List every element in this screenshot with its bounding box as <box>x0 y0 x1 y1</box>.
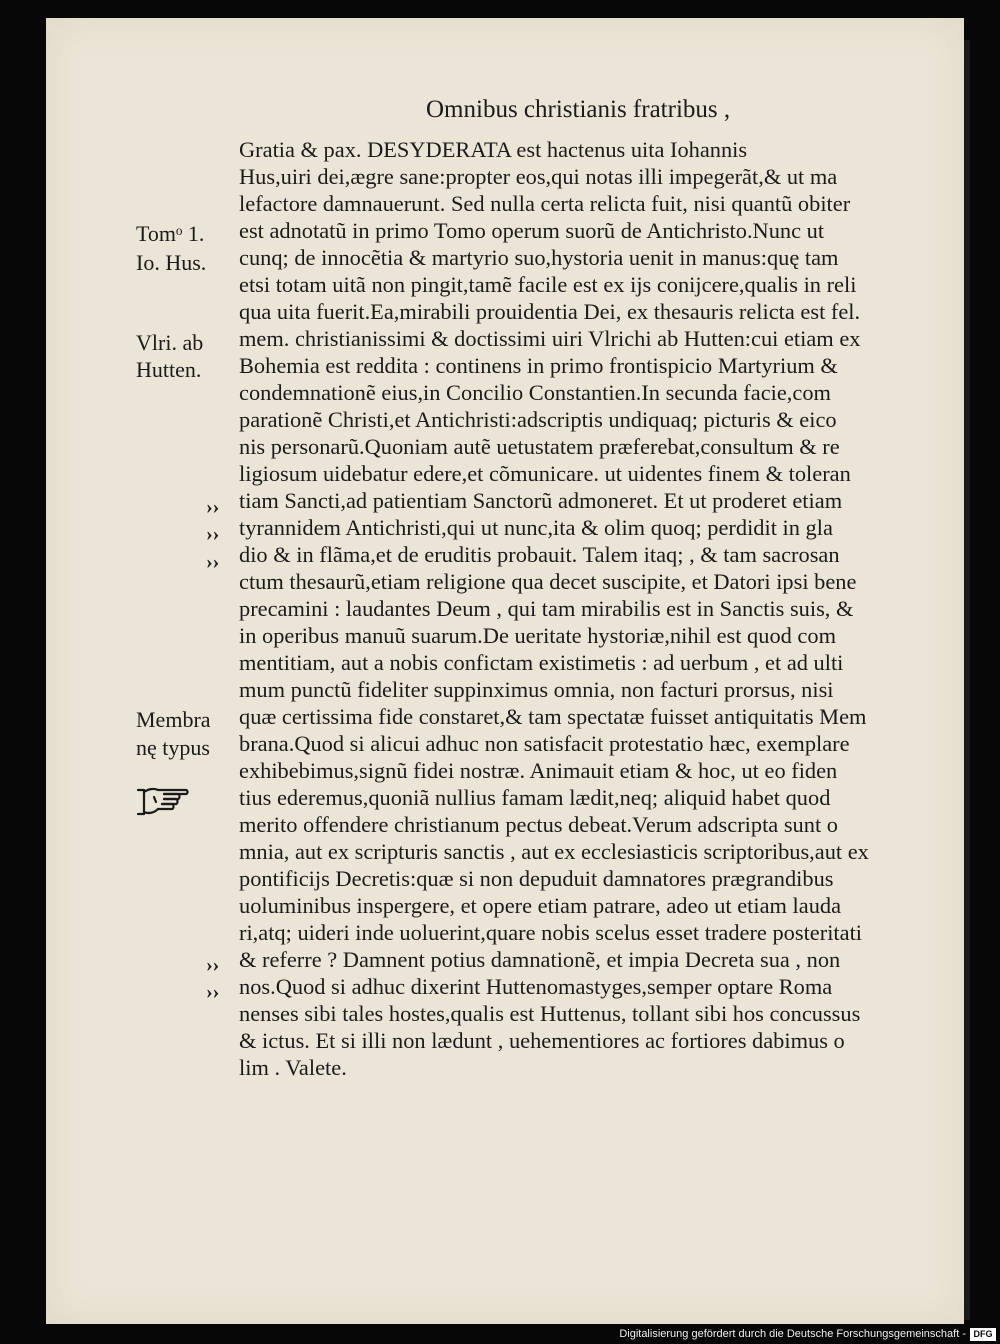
quote-mark: ›› <box>206 981 220 1003</box>
pointing-hand-icon <box>134 784 190 818</box>
quote-mark: ›› <box>206 954 220 976</box>
text-line: nenses sibi tales hostes,qualis est Huttenus, tollant sibi hos concussus <box>239 1001 861 1026</box>
text-line: etsi totam uitã non pingit,tamẽ facile est ex ijs conijcere,qualis in reli <box>239 272 857 297</box>
text-line: pontificijs Decretis:quæ si non depuduit damnatores prægrandibus <box>239 866 834 891</box>
text-line: & referre ? Damnent potius damnationẽ, et impia Decreta sua , non <box>239 947 841 972</box>
page-edge <box>964 40 970 1320</box>
text-line: merito offendere christianum pectus debeat.Verum adscripta sunt o <box>239 812 838 837</box>
text-line: nis personarũ.Quoniam autẽ uetustatem præferebat,consultum & re <box>239 434 840 459</box>
text-line: precamini : laudantes Deum , qui tam mirabilis est in Sanctis suis, & <box>239 596 854 621</box>
text-line: uoluminibus inspergere, et opere etiam patrare, adeo ut etiam lauda <box>239 893 842 918</box>
dfg-logo: DFG <box>970 1328 996 1341</box>
margin-note-membra: Membra <box>136 707 211 732</box>
margin-note-tom1: Tomᵒ 1. <box>136 221 205 246</box>
margin-note-hutten: Hutten. <box>136 357 202 382</box>
text-line: ligiosum uidebatur edere,et cõmunicare. ut uidentes finem & toleran <box>239 461 851 486</box>
text-line: mem. christianissimi & doctissimi uiri Vlrichi ab Hutten:cui etiam ex <box>239 326 861 351</box>
text-line: parationẽ Christi,et Antichristi:adscriptis undiquaq; picturis & eico <box>239 407 837 432</box>
quote-mark: ›› <box>206 523 220 545</box>
page-heading: Omnibus christianis fratribus , <box>426 96 731 123</box>
text-line: nos.Quod si adhuc dixerint Huttenomastyges,semper optare Roma <box>239 974 833 999</box>
text-line: brana.Quod si alicui adhuc non satisfacit protestatio hæc, exemplare <box>239 731 850 756</box>
text-line: Bohemia est reddita : continens in primo frontispicio Martyrium & <box>239 353 838 378</box>
footer-credit: Digitalisierung gefördert durch die Deutsche Forschungsgemeinschaft - <box>619 1328 966 1340</box>
quote-mark: ›› <box>206 496 220 518</box>
text-line: in operibus manuũ suarum.De ueritate hystoriæ,nihil est quod com <box>239 623 836 648</box>
text-line: exhibebimus,signũ fidei nostræ. Animauit etiam & hoc, ut eo fiden <box>239 758 838 783</box>
text-line: & ictus. Et si illi non lædunt , uehementiores ac fortiores dabimus o <box>239 1028 845 1053</box>
text-line: tiam Sancti,ad patientiam Sanctorũ admoneret. Et ut proderet etiam <box>239 488 843 513</box>
text-line: ctum thesaurũ,etiam religione qua decet suscipite, et Datori ipsi bene <box>239 569 857 594</box>
digitization-footer <box>0 1326 1000 1344</box>
text-line: Hus,uiri dei,ægre sane:propter eos,qui notas illi impegerãt,& ut ma <box>239 164 838 189</box>
text-line: quæ certissima fide constaret,& tam spectatæ fuisset antiquitatis Mem <box>239 704 867 729</box>
text-line: ri,atq; uideri inde uoluerint,quare nobis scelus esset tradere posteritati <box>239 920 863 945</box>
margin-note-typus: nę typus <box>136 735 210 760</box>
quote-mark: ›› <box>206 551 220 573</box>
text-line: lefactore damnauerunt. Sed nulla certa relicta fuit, nisi quantũ obiter <box>239 191 851 216</box>
text-line: mnia, aut ex scripturis sanctis , aut ex ecclesiasticis scriptoribus,aut ex <box>239 839 869 864</box>
margin-note-vlri: Vlri. ab <box>136 330 204 355</box>
text-line: mentitiam, aut a nobis confictam existimetis : ad uerbum , et ad ulti <box>239 650 844 675</box>
text-line: est adnotatũ in primo Tomo operum suorũ de Antichristo.Nunc ut <box>239 218 825 243</box>
text-line: condemnationẽ eius,in Concilio Constantien.In secunda facie,com <box>239 380 831 405</box>
text-line: lim . Valete. <box>239 1055 347 1080</box>
body-text <box>239 136 939 1081</box>
margin-note-johus: Io. Hus. <box>136 250 207 275</box>
text-line: tyrannidem Antichristi,qui ut nunc,ita & olim quoq; perdidit in gla <box>239 515 833 540</box>
text-line: tius ederemus,quoniã nullius famam lædit,neq; aliquid habet quod <box>239 785 831 810</box>
text-line: qua uita fuerit.Ea,mirabili prouidentia Dei, ex thesauris relicta est fel. <box>239 299 861 324</box>
text-line: Gratia & pax. DESYDERATA est hactenus uita Iohannis <box>239 137 748 162</box>
text-line: mum punctũ fideliter suppinximus omnia, non facturi prorsus, nisi <box>239 677 834 702</box>
text-line: dio & in flãma,et de eruditis probauit. Talem itaq; , & tam sacrosan <box>239 542 840 567</box>
text-line: cunq; de innocẽtia & martyrio suo,hystoria uenit in manus:quę tam <box>239 245 839 270</box>
